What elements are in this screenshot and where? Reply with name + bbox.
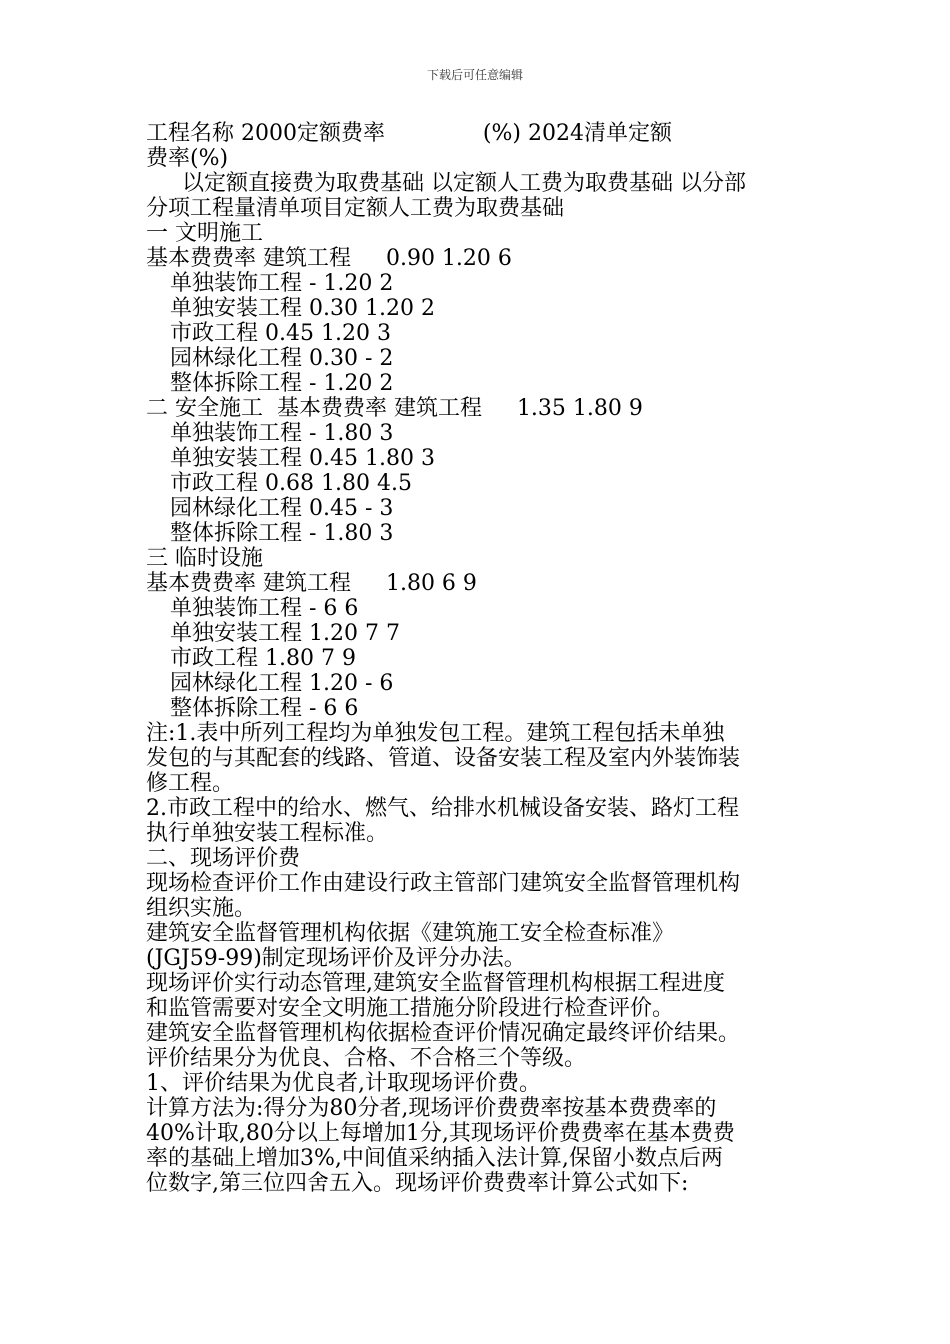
body-paragraph: 1、评价结果为优良者,计取现场评价费。 — [146, 1071, 541, 1096]
table-header-line: 费率(%) — [146, 146, 229, 171]
table-row: 单独安装工程 0.30 1.20 2 — [170, 296, 435, 321]
table-row: 园林绿化工程 1.20 - 6 — [170, 671, 394, 696]
note-paragraph: 2.市政工程中的给水、燃气、给排水机械设备安装、路灯工程 — [146, 796, 739, 821]
body-paragraph: 建筑安全监督管理机构依据《建筑施工安全检查标准》 — [146, 921, 675, 946]
body-paragraph: 率的基础上增加3%,中间值采纳插入法计算,保留小数点后两 — [146, 1146, 723, 1171]
table-row: 市政工程 0.68 1.80 4.5 — [170, 471, 412, 496]
table-row: 整体拆除工程 - 1.80 3 — [170, 521, 394, 546]
section-heading: 三 临时设施 — [146, 546, 263, 571]
body-paragraph: (JGJ59-99)制定现场评价及评分办法。 — [146, 946, 526, 971]
table-row: 单独安装工程 0.45 1.80 3 — [170, 446, 435, 471]
body-paragraph: 位数字,第三位四舍五入。现场评价费费率计算公式如下: — [146, 1171, 689, 1196]
table-row: 单独安装工程 1.20 7 7 — [170, 621, 400, 646]
document-body — [146, 121, 810, 1196]
table-row: 园林绿化工程 0.30 - 2 — [170, 346, 394, 371]
note-paragraph: 修工程。 — [146, 771, 235, 796]
section-heading: 一 文明施工 — [146, 221, 263, 246]
note-paragraph: 注:1.表中所列工程均为单独发包工程。建筑工程包括未单独 — [146, 721, 725, 746]
table-row: 市政工程 0.45 1.20 3 — [170, 321, 391, 346]
section-heading: 二 安全施工 基本费费率 建筑工程 1.35 1.80 9 — [146, 396, 643, 421]
body-paragraph: 和监管需要对安全文明施工措施分阶段进行检查评价。 — [146, 996, 675, 1021]
section-heading: 二、现场评价费 — [146, 846, 301, 871]
note-paragraph: 发包的与其配套的线路、管道、设备安装工程及室内外装饰装 — [146, 746, 741, 771]
table-row: 单独装饰工程 - 1.80 3 — [170, 421, 394, 446]
body-paragraph: 计算方法为:得分为80分者,现场评价费费率按基本费费率的 — [146, 1096, 717, 1121]
body-paragraph: 组织实施。 — [146, 896, 257, 921]
body-paragraph: 40%计取,80分以上每增加1分,其现场评价费费率在基本费费 — [146, 1121, 735, 1146]
table-header-line: 以定额直接费为取费基础 以定额人工费为取费基础 以分部 — [182, 171, 746, 196]
body-paragraph: 现场检查评价工作由建设行政主管部门建筑安全监督管理机构 — [146, 871, 741, 896]
page-header: 下载后可任意编辑 — [426, 68, 523, 82]
table-row: 单独装饰工程 - 6 6 — [170, 596, 359, 621]
note-paragraph: 执行单独安装工程标准。 — [146, 821, 389, 846]
body-paragraph: 建筑安全监督管理机构依据检查评价情况确定最终评价结果。 — [146, 1021, 741, 1046]
table-row: 园林绿化工程 0.45 - 3 — [170, 496, 394, 521]
table-row: 市政工程 1.80 7 9 — [170, 646, 356, 671]
table-row: 整体拆除工程 - 1.20 2 — [170, 371, 394, 396]
table-row: 基本费费率 建筑工程 1.80 6 9 — [146, 571, 477, 596]
table-header-line: 工程名称 2000定额费率 (%) 2024清单定额 — [146, 121, 672, 146]
table-row: 基本费费率 建筑工程 0.90 1.20 6 — [146, 246, 512, 271]
body-paragraph: 现场评价实行动态管理,建筑安全监督管理机构根据工程进度 — [146, 971, 725, 996]
table-header-line: 分项工程量清单项目定额人工费为取费基础 — [146, 196, 565, 221]
table-row: 整体拆除工程 - 6 6 — [170, 696, 359, 721]
table-row: 单独装饰工程 - 1.20 2 — [170, 271, 394, 296]
body-paragraph: 评价结果分为优良、合格、不合格三个等级。 — [146, 1046, 587, 1071]
